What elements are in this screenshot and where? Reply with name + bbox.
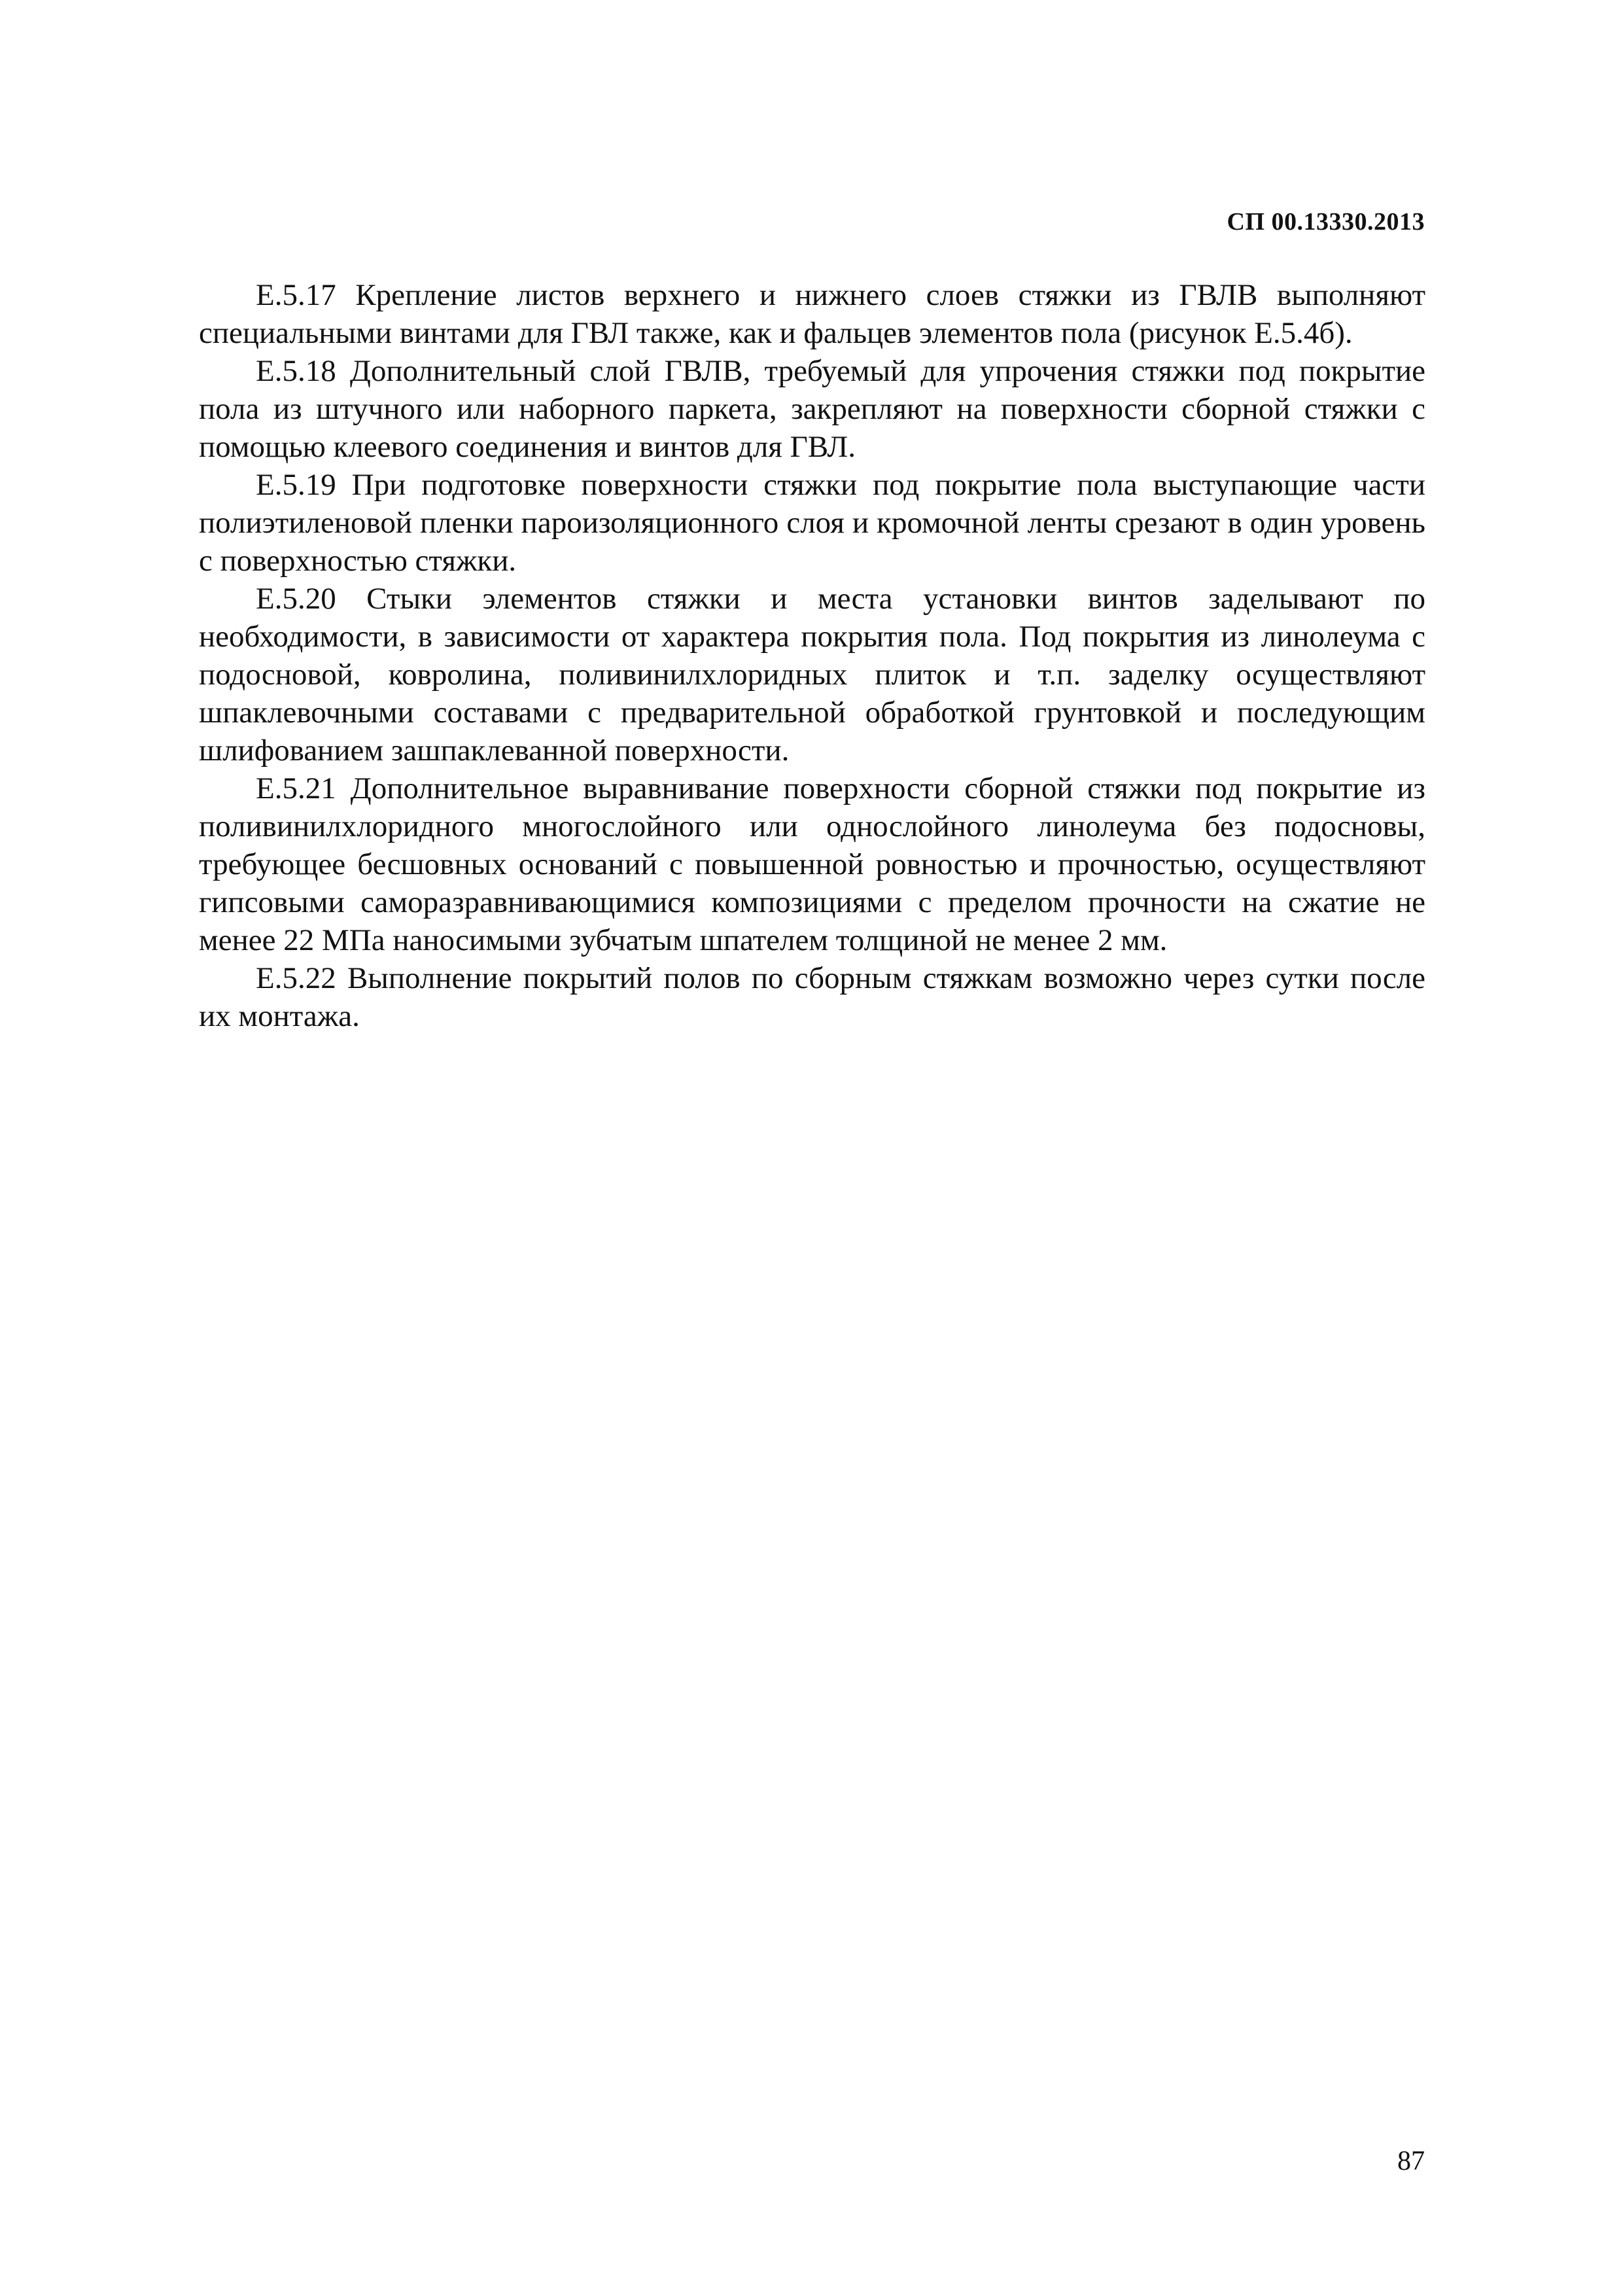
paragraph-e-5-17: Е.5.17 Крепление листов верхнего и нижнего слоев стяжки из ГВЛВ выполняют специальными винтами для ГВЛ также, как и фальцев элементов пола (рисунок Е.5.4б). [199, 278, 1425, 350]
paragraph-e-5-22: Е.5.22 Выполнение покрытий полов по сборным стяжкам возможно через сутки после их монтажа. [199, 961, 1425, 1033]
document-body [199, 276, 1425, 1035]
paragraph-e-5-20: Е.5.20 Стыки элементов стяжки и места установки винтов заделывают по необходимости, в зависимости от характера покрытия пола. Под покрытия из линолеума с подосновой, ковролина, поливинилхлоридных плиток и т.п. заделку осуществляют шпаклевочными составами с предварительной обработкой грунтовкой и последующим шлифованием зашпаклеванной поверхности. [199, 582, 1425, 768]
page-number: 87 [1397, 2146, 1425, 2176]
paragraph-e-5-21: Е.5.21 Дополнительное выравнивание поверхности сборной стяжки под покрытие из поливинилхлоридного многослойного или однослойного линолеума без подосновы, требующее бесшовных оснований с повышенной ровностью и прочностью, осуществляют гипсовыми саморазравнивающимися композициями с пределом прочности на сжатие не менее 22 МПа наносимыми зубчатым шпателем толщиной не менее 2 мм. [199, 771, 1425, 957]
document-code-header: СП 00.13330.2013 [1227, 208, 1425, 236]
paragraph-e-5-19: Е.5.19 При подготовке поверхности стяжки под покрытие пола выступающие части полиэтиленовой пленки пароизоляционного слоя и кромочной ленты срезают в один уровень с поверхностью стяжки. [199, 468, 1425, 578]
paragraph-e-5-18: Е.5.18 Дополнительный слой ГВЛВ, требуемый для упрочения стяжки под покрытие пола из штучного или наборного паркета, закрепляют на поверхности сборной стяжки с помощью клеевого соединения и винтов для ГВЛ. [199, 354, 1425, 464]
